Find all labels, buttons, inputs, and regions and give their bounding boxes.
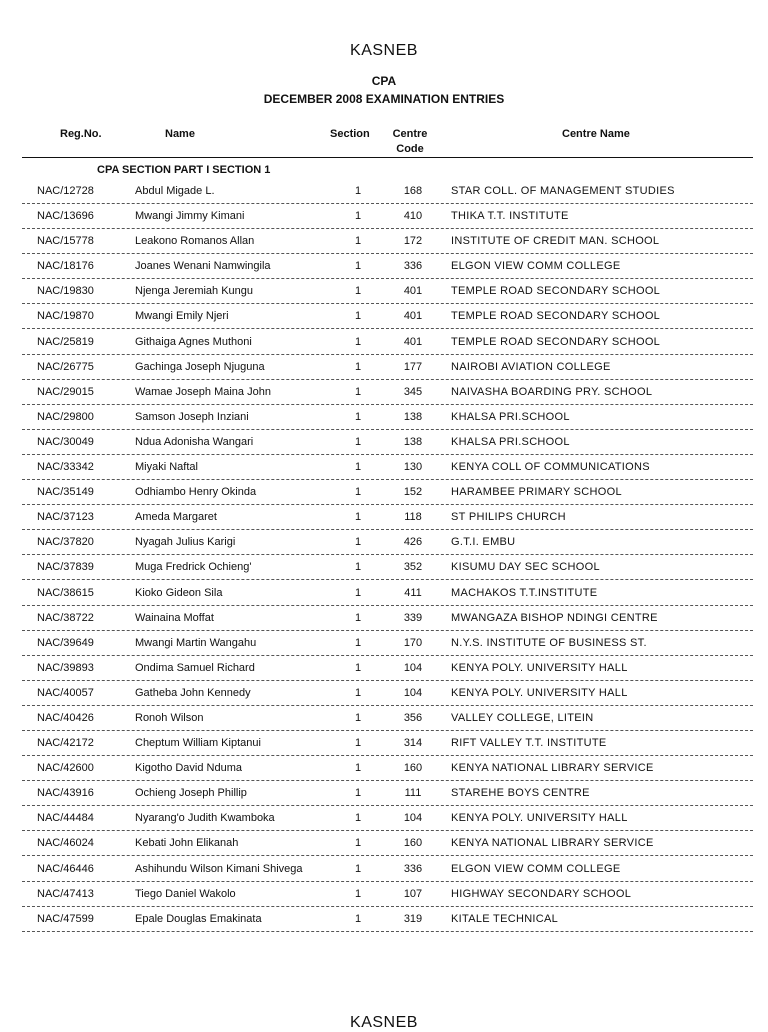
- table-row: [0, 807, 768, 831]
- name-cell: Githaiga Agnes Muthoni: [135, 335, 252, 348]
- centre-name-cell: STAR COLL. OF MANAGEMENT STUDIES: [451, 185, 675, 197]
- table-row: [0, 406, 768, 430]
- centre-name-cell: KENYA POLY. UNIVERSITY HALL: [451, 661, 628, 674]
- name-cell: Mwangi Martin Wangahu: [135, 636, 257, 649]
- reg-no-cell: NAC/43916: [37, 787, 94, 800]
- section-cell: 1: [355, 536, 362, 549]
- table-row: [0, 858, 768, 882]
- name-cell: Cheptum William Kiptanui: [135, 737, 261, 750]
- centre-code-cell: 118: [404, 511, 422, 524]
- reg-no-cell: NAC/38615: [37, 586, 94, 599]
- centre-name-cell: TEMPLE ROAD SECONDARY SCHOOL: [451, 310, 661, 323]
- name-cell: Kioko Gideon Sila: [135, 586, 223, 599]
- reg-no-cell: NAC/47599: [37, 912, 94, 925]
- reg-no-cell: NAC/29015: [37, 385, 94, 398]
- section-cell: 1: [355, 410, 362, 423]
- centre-code-cell: 319: [403, 912, 423, 925]
- centre-name-cell: TEMPLE ROAD SECONDARY SCHOOL: [451, 335, 661, 348]
- centre-code-cell: 104: [403, 812, 423, 825]
- reg-no-cell: NAC/33342: [37, 461, 94, 474]
- section-cell: 1: [355, 235, 362, 248]
- section-cell: 1: [355, 586, 362, 599]
- reg-no-cell: NAC/40057: [37, 686, 94, 699]
- centre-code-cell: 104: [403, 661, 423, 674]
- document-title: DECEMBER 2008 EXAMINATION ENTRIES: [263, 92, 505, 106]
- section-cell: 1: [355, 686, 362, 699]
- section-cell: 1: [355, 461, 362, 474]
- name-cell: Muga Fredrick Ochieng': [135, 561, 252, 574]
- table-row: [0, 506, 768, 530]
- table-row: [0, 707, 768, 731]
- reg-no-cell: NAC/37839: [37, 561, 94, 574]
- centre-name-cell: HIGHWAY SECONDARY SCHOOL: [451, 887, 632, 900]
- section-cell: 1: [355, 385, 362, 398]
- table-row: [0, 682, 768, 706]
- centre-code-cell: 336: [403, 862, 423, 875]
- reg-no-cell: NAC/26775: [37, 360, 94, 373]
- centre-name-cell: STAREHE BOYS CENTRE: [451, 787, 590, 800]
- centre-code-cell: 104: [403, 686, 423, 699]
- reg-no-cell: NAC/25819: [37, 335, 94, 348]
- table-row: [0, 481, 768, 505]
- centre-code-cell: 401: [403, 335, 423, 348]
- table-row: [0, 657, 768, 681]
- centre-name-cell: TEMPLE ROAD SECONDARY SCHOOL: [451, 285, 661, 298]
- group-title: CPA SECTION PART I SECTION 1: [97, 164, 271, 176]
- reg-no-cell: NAC/19830: [37, 285, 94, 298]
- reg-no-cell: NAC/42172: [37, 737, 94, 750]
- name-cell: Njenga Jeremiah Kungu: [135, 285, 254, 298]
- name-cell: Kigotho David Nduma: [135, 762, 243, 775]
- centre-name-cell: HARAMBEE PRIMARY SCHOOL: [451, 486, 622, 499]
- name-cell: Wamae Joseph Maina John: [135, 385, 271, 398]
- column-header-name: Name: [165, 128, 195, 140]
- centre-code-cell: 170: [403, 636, 423, 649]
- reg-no-cell: NAC/47413: [37, 887, 94, 900]
- name-cell: Wainaina Moffat: [135, 611, 214, 624]
- centre-name-cell: THIKA T.T. INSTITUTE: [451, 210, 569, 223]
- table-row: [0, 832, 768, 856]
- table-row: [0, 230, 768, 254]
- exam-name: CPA: [371, 74, 397, 88]
- name-cell: Tiego Daniel Wakolo: [135, 887, 236, 900]
- table-row: [0, 431, 768, 455]
- section-cell: 1: [355, 862, 362, 875]
- reg-no-cell: NAC/30049: [37, 435, 94, 448]
- section-cell: 1: [355, 812, 362, 825]
- centre-code-cell: 111: [404, 787, 422, 800]
- centre-name-cell: ELGON VIEW COMM COLLEGE: [451, 862, 621, 875]
- reg-no-cell: NAC/37820: [37, 536, 94, 549]
- reg-no-cell: NAC/39893: [37, 661, 94, 674]
- section-cell: 1: [355, 360, 362, 373]
- table-row: [0, 456, 768, 480]
- centre-name-cell: RIFT VALLEY T.T. INSTITUTE: [451, 737, 607, 750]
- centre-code-cell: 107: [403, 887, 423, 900]
- section-cell: 1: [355, 887, 362, 900]
- section-cell: 1: [355, 285, 362, 298]
- next-page-organization-title: KASNEB: [350, 1014, 418, 1031]
- centre-name-cell: KENYA NATIONAL LIBRARY SERVICE: [451, 762, 654, 775]
- section-cell: 1: [355, 762, 362, 775]
- name-cell: Ashihundu Wilson Kimani Shivega: [135, 862, 303, 875]
- name-cell: Abdul Migade L.: [135, 185, 215, 197]
- centre-name-cell: NAIROBI AVIATION COLLEGE: [451, 360, 611, 373]
- table-row: [0, 305, 768, 329]
- section-cell: 1: [355, 511, 362, 524]
- name-cell: Ochieng Joseph Phillip: [135, 787, 247, 800]
- name-cell: Gatheba John Kennedy: [135, 686, 251, 699]
- section-cell: 1: [355, 636, 362, 649]
- section-cell: 1: [355, 260, 362, 273]
- centre-name-cell: KHALSA PRI.SCHOOL: [451, 435, 570, 448]
- reg-no-cell: NAC/42600: [37, 762, 94, 775]
- centre-code-cell: 401: [403, 310, 423, 323]
- centre-code-cell: 356: [403, 711, 423, 724]
- reg-no-cell: NAC/19870: [37, 310, 94, 323]
- table-row: [0, 908, 768, 932]
- centre-name-cell: MWANGAZA BISHOP NDINGI CENTRE: [451, 611, 658, 624]
- centre-code-cell: 401: [403, 285, 423, 298]
- section-cell: 1: [355, 837, 362, 850]
- table-row: [0, 782, 768, 806]
- reg-no-cell: NAC/37123: [37, 511, 94, 524]
- name-cell: Mwangi Jimmy Kimani: [135, 210, 245, 223]
- centre-name-cell: MACHAKOS T.T.INSTITUTE: [451, 586, 598, 599]
- name-cell: Kebati John Elikanah: [135, 837, 239, 850]
- name-cell: Nyarang'o Judith Kwamboka: [135, 812, 275, 825]
- section-cell: 1: [355, 737, 362, 750]
- header-divider: [22, 157, 753, 158]
- table-row: [0, 883, 768, 907]
- reg-no-cell: NAC/39649: [37, 636, 94, 649]
- name-cell: Ronoh Wilson: [135, 711, 204, 724]
- centre-code-cell: 152: [403, 486, 423, 499]
- centre-code-cell: 130: [403, 461, 423, 474]
- centre-name-cell: KENYA POLY. UNIVERSITY HALL: [451, 686, 628, 699]
- entries-table: [0, 180, 768, 933]
- centre-name-cell: ELGON VIEW COMM COLLEGE: [451, 260, 621, 273]
- name-cell: Ameda Margaret: [135, 511, 217, 524]
- table-row: [0, 280, 768, 304]
- name-cell: Miyaki Naftal: [135, 461, 198, 474]
- reg-no-cell: NAC/38722: [37, 611, 94, 624]
- centre-code-cell: 168: [403, 185, 423, 197]
- section-cell: 1: [355, 210, 362, 223]
- centre-code-cell: 426: [403, 536, 423, 549]
- centre-code-cell: 172: [403, 235, 423, 248]
- name-cell: Samson Joseph Inziani: [135, 410, 249, 423]
- centre-name-cell: KENYA NATIONAL LIBRARY SERVICE: [451, 837, 654, 850]
- centre-name-cell: VALLEY COLLEGE, LITEIN: [451, 711, 594, 724]
- centre-name-cell: INSTITUTE OF CREDIT MAN. SCHOOL: [451, 235, 660, 248]
- centre-code-cell: 177: [403, 360, 423, 373]
- section-cell: 1: [355, 711, 362, 724]
- column-header-centre-name: Centre Name: [562, 128, 630, 140]
- table-row: [0, 331, 768, 355]
- table-row: [0, 180, 768, 204]
- centre-code-cell: 352: [403, 561, 423, 574]
- centre-code-cell: 339: [403, 611, 423, 624]
- reg-no-cell: NAC/18176: [37, 260, 94, 273]
- table-row: [0, 757, 768, 781]
- reg-no-cell: NAC/40426: [37, 711, 94, 724]
- centre-name-cell: NAIVASHA BOARDING PRY. SCHOOL: [451, 385, 653, 398]
- centre-name-cell: KITALE TECHNICAL: [451, 912, 559, 925]
- section-cell: 1: [355, 787, 362, 800]
- name-cell: Ndua Adonisha Wangari: [135, 435, 254, 448]
- table-row: [0, 205, 768, 229]
- column-header-reg-no: Reg.No.: [60, 128, 102, 140]
- name-cell: Leakono Romanos Allan: [135, 235, 255, 248]
- section-cell: 1: [355, 486, 362, 499]
- centre-code-cell: 410: [403, 210, 423, 223]
- section-cell: 1: [355, 561, 362, 574]
- centre-code-cell: 345: [403, 385, 423, 398]
- table-row: [0, 381, 768, 405]
- name-cell: Epale Douglas Emakinata: [135, 912, 262, 925]
- section-cell: 1: [355, 611, 362, 624]
- reg-no-cell: NAC/35149: [37, 486, 94, 499]
- table-row: [0, 632, 768, 656]
- table-row: [0, 356, 768, 380]
- table-row: [0, 255, 768, 279]
- centre-name-cell: KENYA COLL OF COMMUNICATIONS: [451, 461, 650, 474]
- column-header-section: Section: [330, 128, 370, 140]
- centre-code-cell: 411: [404, 586, 422, 599]
- table-row: [0, 531, 768, 555]
- section-cell: 1: [355, 185, 362, 197]
- table-row: [0, 582, 768, 606]
- reg-no-cell: NAC/29800: [37, 410, 94, 423]
- name-cell: Ondima Samuel Richard: [135, 661, 255, 674]
- reg-no-cell: NAC/13696: [37, 210, 94, 223]
- centre-code-cell: 336: [403, 260, 423, 273]
- centre-code-cell: 314: [403, 737, 423, 750]
- name-cell: Odhiambo Henry Okinda: [135, 486, 257, 499]
- centre-name-cell: KISUMU DAY SEC SCHOOL: [451, 561, 600, 574]
- centre-name-cell: ST PHILIPS CHURCH: [451, 511, 566, 524]
- name-cell: Joanes Wenani Namwingila: [135, 260, 271, 273]
- table-row: [0, 556, 768, 580]
- centre-name-cell: N.Y.S. INSTITUTE OF BUSINESS ST.: [451, 636, 647, 649]
- column-header-centre-code: Centre Code: [392, 128, 428, 155]
- reg-no-cell: NAC/44484: [37, 812, 94, 825]
- section-cell: 1: [355, 912, 362, 925]
- reg-no-cell: NAC/12728: [37, 185, 94, 197]
- section-cell: 1: [355, 435, 362, 448]
- centre-code-cell: 138: [403, 410, 423, 423]
- section-cell: 1: [355, 335, 362, 348]
- name-cell: Mwangi Emily Njeri: [135, 310, 229, 323]
- centre-code-cell: 138: [403, 435, 423, 448]
- centre-code-cell: 160: [403, 837, 423, 850]
- section-cell: 1: [355, 661, 362, 674]
- reg-no-cell: NAC/46446: [37, 862, 94, 875]
- centre-name-cell: KENYA POLY. UNIVERSITY HALL: [451, 812, 628, 825]
- reg-no-cell: NAC/46024: [37, 837, 94, 850]
- reg-no-cell: NAC/15778: [37, 235, 94, 248]
- table-row: [0, 607, 768, 631]
- table-row: [0, 732, 768, 756]
- centre-name-cell: G.T.I. EMBU: [451, 536, 516, 549]
- section-cell: 1: [355, 310, 362, 323]
- name-cell: Gachinga Joseph Njuguna: [135, 360, 265, 373]
- organization-title: KASNEB: [350, 42, 418, 59]
- centre-code-cell: 160: [403, 762, 423, 775]
- centre-name-cell: KHALSA PRI.SCHOOL: [451, 410, 570, 423]
- name-cell: Nyagah Julius Karigi: [135, 536, 236, 549]
